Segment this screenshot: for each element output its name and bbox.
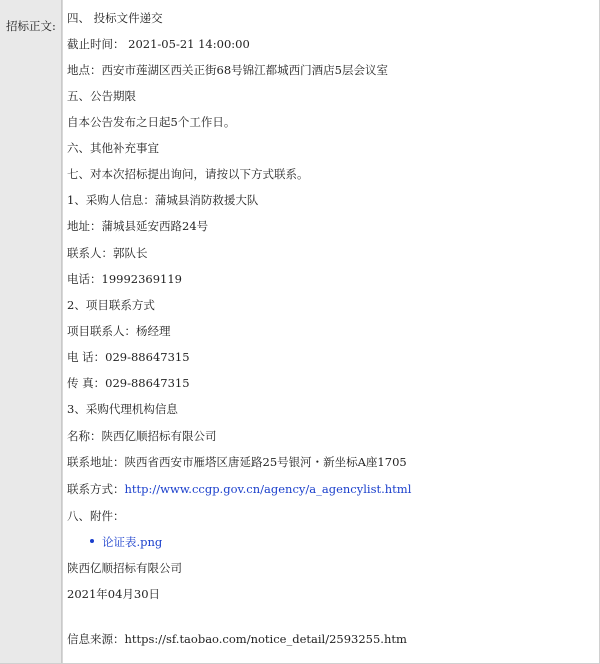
text-line: 自本公告发布之日起5个工作日。 xyxy=(67,115,236,129)
contact-method-label: 联系方式： xyxy=(67,482,125,496)
company-name: 陕西亿顺招标有限公司 xyxy=(67,561,182,575)
text-line: 2、项目联系方式 xyxy=(67,298,155,312)
notice-date: 2021年04月30日 xyxy=(67,587,161,601)
text-line: 联系地址：陕西省西安市雁塔区唐延路25号银河・新坐标A座1705 xyxy=(67,455,407,469)
text-line: 联系人：郭队长 xyxy=(67,246,148,260)
label-column xyxy=(0,0,62,664)
text-line: 电话：19992369119 xyxy=(67,272,182,286)
bullet-icon xyxy=(90,539,94,543)
body-label: 招标正文: xyxy=(6,19,56,33)
text-line: 3、采购代理机构信息 xyxy=(67,402,178,416)
text-line: 截止时间： 2021-05-21 14:00:00 xyxy=(67,37,250,51)
contact-method-line xyxy=(67,482,411,496)
attachments-heading: 八、附件： xyxy=(67,509,125,523)
text-line: 七、对本次招标提出询问，请按以下方式联系。 xyxy=(67,167,309,181)
agency-list-link[interactable]: http://www.ccgp.gov.cn/agency/a_agencylist.html xyxy=(124,482,412,496)
source-line: 信息来源：https://sf.taobao.com/notice_detail/2593255.htm xyxy=(67,632,407,646)
text-line: 地址：蒲城县延安西路24号 xyxy=(67,219,209,233)
text-line: 1、采购人信息：蒲城县消防救援大队 xyxy=(67,193,259,207)
notice-content xyxy=(62,0,600,664)
text-line: 六、其他补充事宜 xyxy=(67,141,159,155)
text-line: 传 真：029-88647315 xyxy=(67,376,190,390)
text-line: 地点：西安市莲湖区西关正街68号锦江都城西门酒店5层会议室 xyxy=(67,63,388,77)
attachment-link[interactable]: 论证表.png xyxy=(102,535,163,549)
text-line: 项目联系人：杨经理 xyxy=(67,324,171,338)
text-line: 五、公告期限 xyxy=(67,89,136,103)
text-line: 四、 投标文件递交 xyxy=(67,11,163,25)
text-line: 名称：陕西亿顺招标有限公司 xyxy=(67,429,217,443)
text-line: 电 话：029-88647315 xyxy=(67,350,190,364)
